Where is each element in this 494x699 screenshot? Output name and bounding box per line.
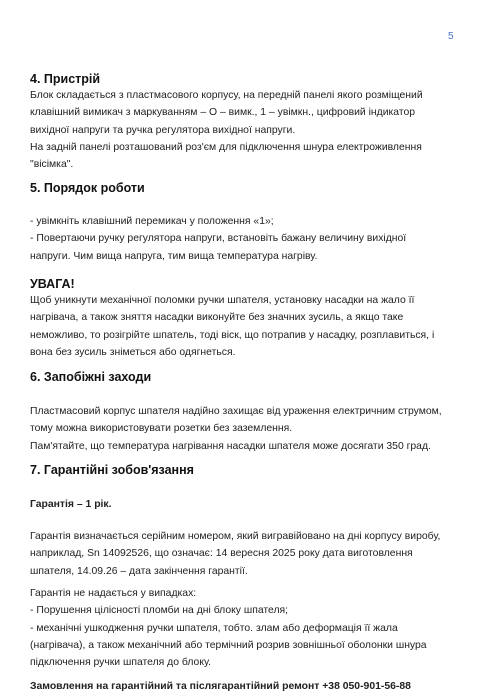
text-line: Блок складається з пластмасового корпусу, на передній панелі якого розміщений	[30, 90, 423, 101]
section-4-title: 4. Пристрій	[30, 72, 101, 86]
text-line: Гарантія визначається серійним номером, який вигравійовано на дні корпусу виробу,	[30, 531, 441, 542]
text-line: - увімкніть клавішний перемикач у положення «1»;	[30, 216, 274, 227]
warning-text	[30, 292, 470, 361]
text-line: вихідної напруги та ручка регулятора вихідної напруги.	[30, 124, 296, 136]
text-line: неможливо, то розігрійте шпатель, тоді віск, що потрапив у насадку, розплавиться, і	[30, 329, 435, 341]
text-line: тому можна використовувати розетки без заземлення.	[30, 423, 293, 435]
section-6-text	[30, 403, 470, 455]
text-line: підключення ручки шпателя до блоку.	[30, 657, 212, 669]
repair-contact	[30, 678, 470, 695]
text-line: шпателя, 14.09.26 – дата закінчення гарантії.	[30, 565, 248, 577]
guarantee-period	[30, 496, 470, 513]
text-line: - Повертаючи ручку регулятора напруги, встановіть бажану величину вихідної	[30, 233, 407, 245]
text-line: Замовлення на гарантійний та післягарантійний ремонт +38 050-901-56-88	[30, 681, 411, 692]
section-5-title: 5. Порядок роботи	[30, 181, 145, 195]
text-line: Пластмасовий корпус шпателя надійно захищає від ураження електричним струмом,	[30, 406, 442, 417]
section-5-text	[30, 213, 470, 265]
text-line: (нагрівача), а також механічний або термічний розрив зовнішньої оболонки шнура	[30, 639, 427, 651]
text-line: - Порушення цілісності пломби на дні блоку шпателя;	[30, 605, 289, 617]
text-line: Гарантія не надається у випадках:	[30, 588, 197, 599]
text-line: наприклад, Sn 14092526, що означає: 14 вересня 2025 року дата виготовлення	[30, 548, 413, 560]
text-line: напруги. Чим вища напруга, тим вища температура нагріву.	[30, 250, 318, 262]
warning-title: УВАГА!	[30, 277, 75, 291]
text-line: клавішний вимикач з маркуванням – О – вимк., 1 – увімкн., цифровий індикатор	[30, 107, 416, 119]
text-line: На задній панелі розташований роз'єм для підключення шнура електроживлення	[30, 141, 422, 153]
text-line: - механічні ушкодження ручки шпателя, тобто. злам або деформація її жала	[30, 622, 398, 634]
text-line: Щоб уникнути механічної поломки ручки шпателя, установку насадки на жало її	[30, 295, 415, 306]
section-4-text	[30, 87, 470, 173]
text-line: вона без зусиль зніметься або одягнеться.	[30, 346, 236, 358]
section-6-title: 6. Запобіжні заходи	[30, 370, 152, 384]
guarantee-serial-text	[30, 528, 470, 580]
text-line: "вісімка".	[30, 159, 74, 171]
text-line: Пам'ятайте, що температура нагрівання насадки шпателя може досягати 350 град.	[30, 440, 431, 452]
page-number: 5	[448, 31, 454, 42]
text-line: Гарантія – 1 рік.	[30, 499, 112, 510]
guarantee-exclusions	[30, 585, 470, 671]
section-7-title: 7. Гарантійні зобов'язання	[30, 463, 194, 477]
text-line: нагрівача, а також зняття насадки виконуйте без значних зусиль, а якщо таке	[30, 312, 404, 324]
